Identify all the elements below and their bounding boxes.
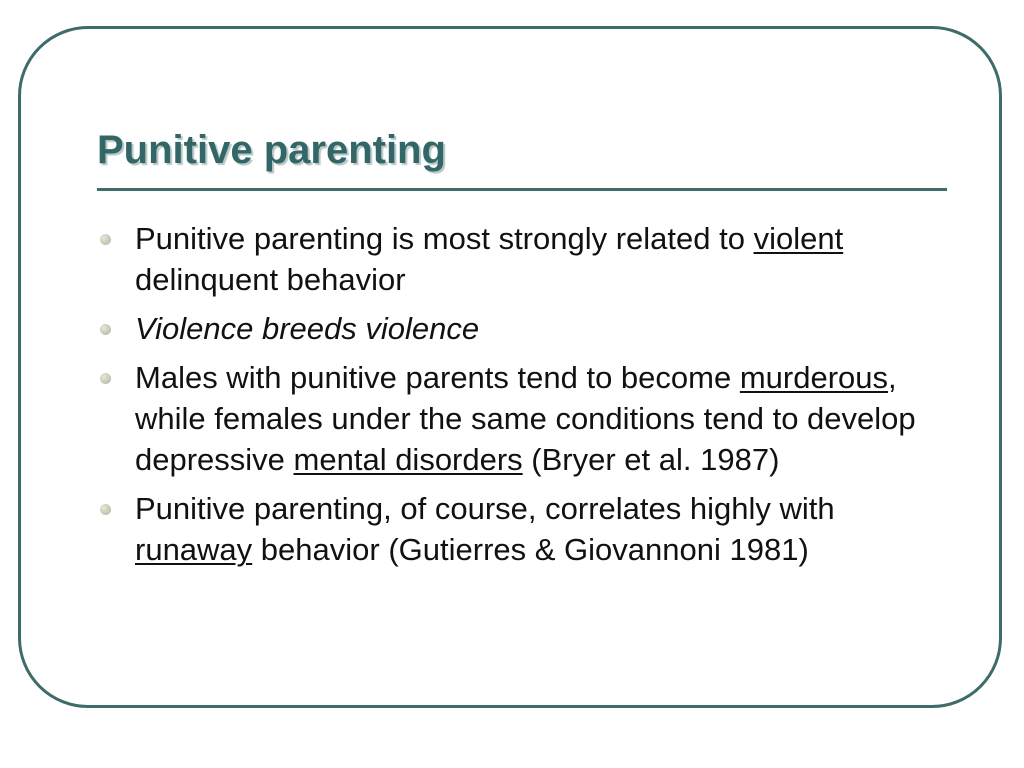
text-run: , while females under the same conditions tend to develop depressive: [135, 360, 916, 477]
bullet-item: [97, 308, 927, 349]
text-run: Punitive parenting is most strongly related to: [135, 221, 754, 256]
italic-text-run: Violence breeds violence: [135, 311, 480, 346]
bullet-item: [97, 357, 927, 480]
underlined-term: mental disorders: [293, 442, 523, 477]
slide-title: Punitive parenting: [97, 128, 446, 172]
text-run: Males with punitive parents tend to become: [135, 360, 740, 395]
text-run: behavior (Gutierres & Giovannoni 1981): [252, 532, 809, 567]
bullet-text: [135, 221, 843, 297]
underlined-term: violent: [753, 221, 844, 256]
text-run: delinquent behavior: [135, 262, 406, 297]
bullet-dot-icon: [100, 324, 111, 335]
text-run: (Bryer et al. 1987): [522, 442, 780, 477]
bullet-text: [135, 311, 479, 346]
underlined-term: murderous: [739, 360, 889, 395]
bullet-item: [97, 218, 927, 300]
underlined-term: runaway: [135, 532, 253, 567]
bullet-dot-icon: [100, 504, 111, 515]
bullet-dot-icon: [100, 373, 111, 384]
bullet-dot-icon: [100, 234, 111, 245]
text-run: Punitive parenting, of course, correlates highly with: [135, 491, 835, 526]
bullet-text: [135, 491, 835, 567]
title-divider: [97, 188, 947, 191]
bullet-list: [97, 218, 927, 578]
bullet-text: [135, 360, 916, 477]
bullet-item: [97, 488, 927, 570]
